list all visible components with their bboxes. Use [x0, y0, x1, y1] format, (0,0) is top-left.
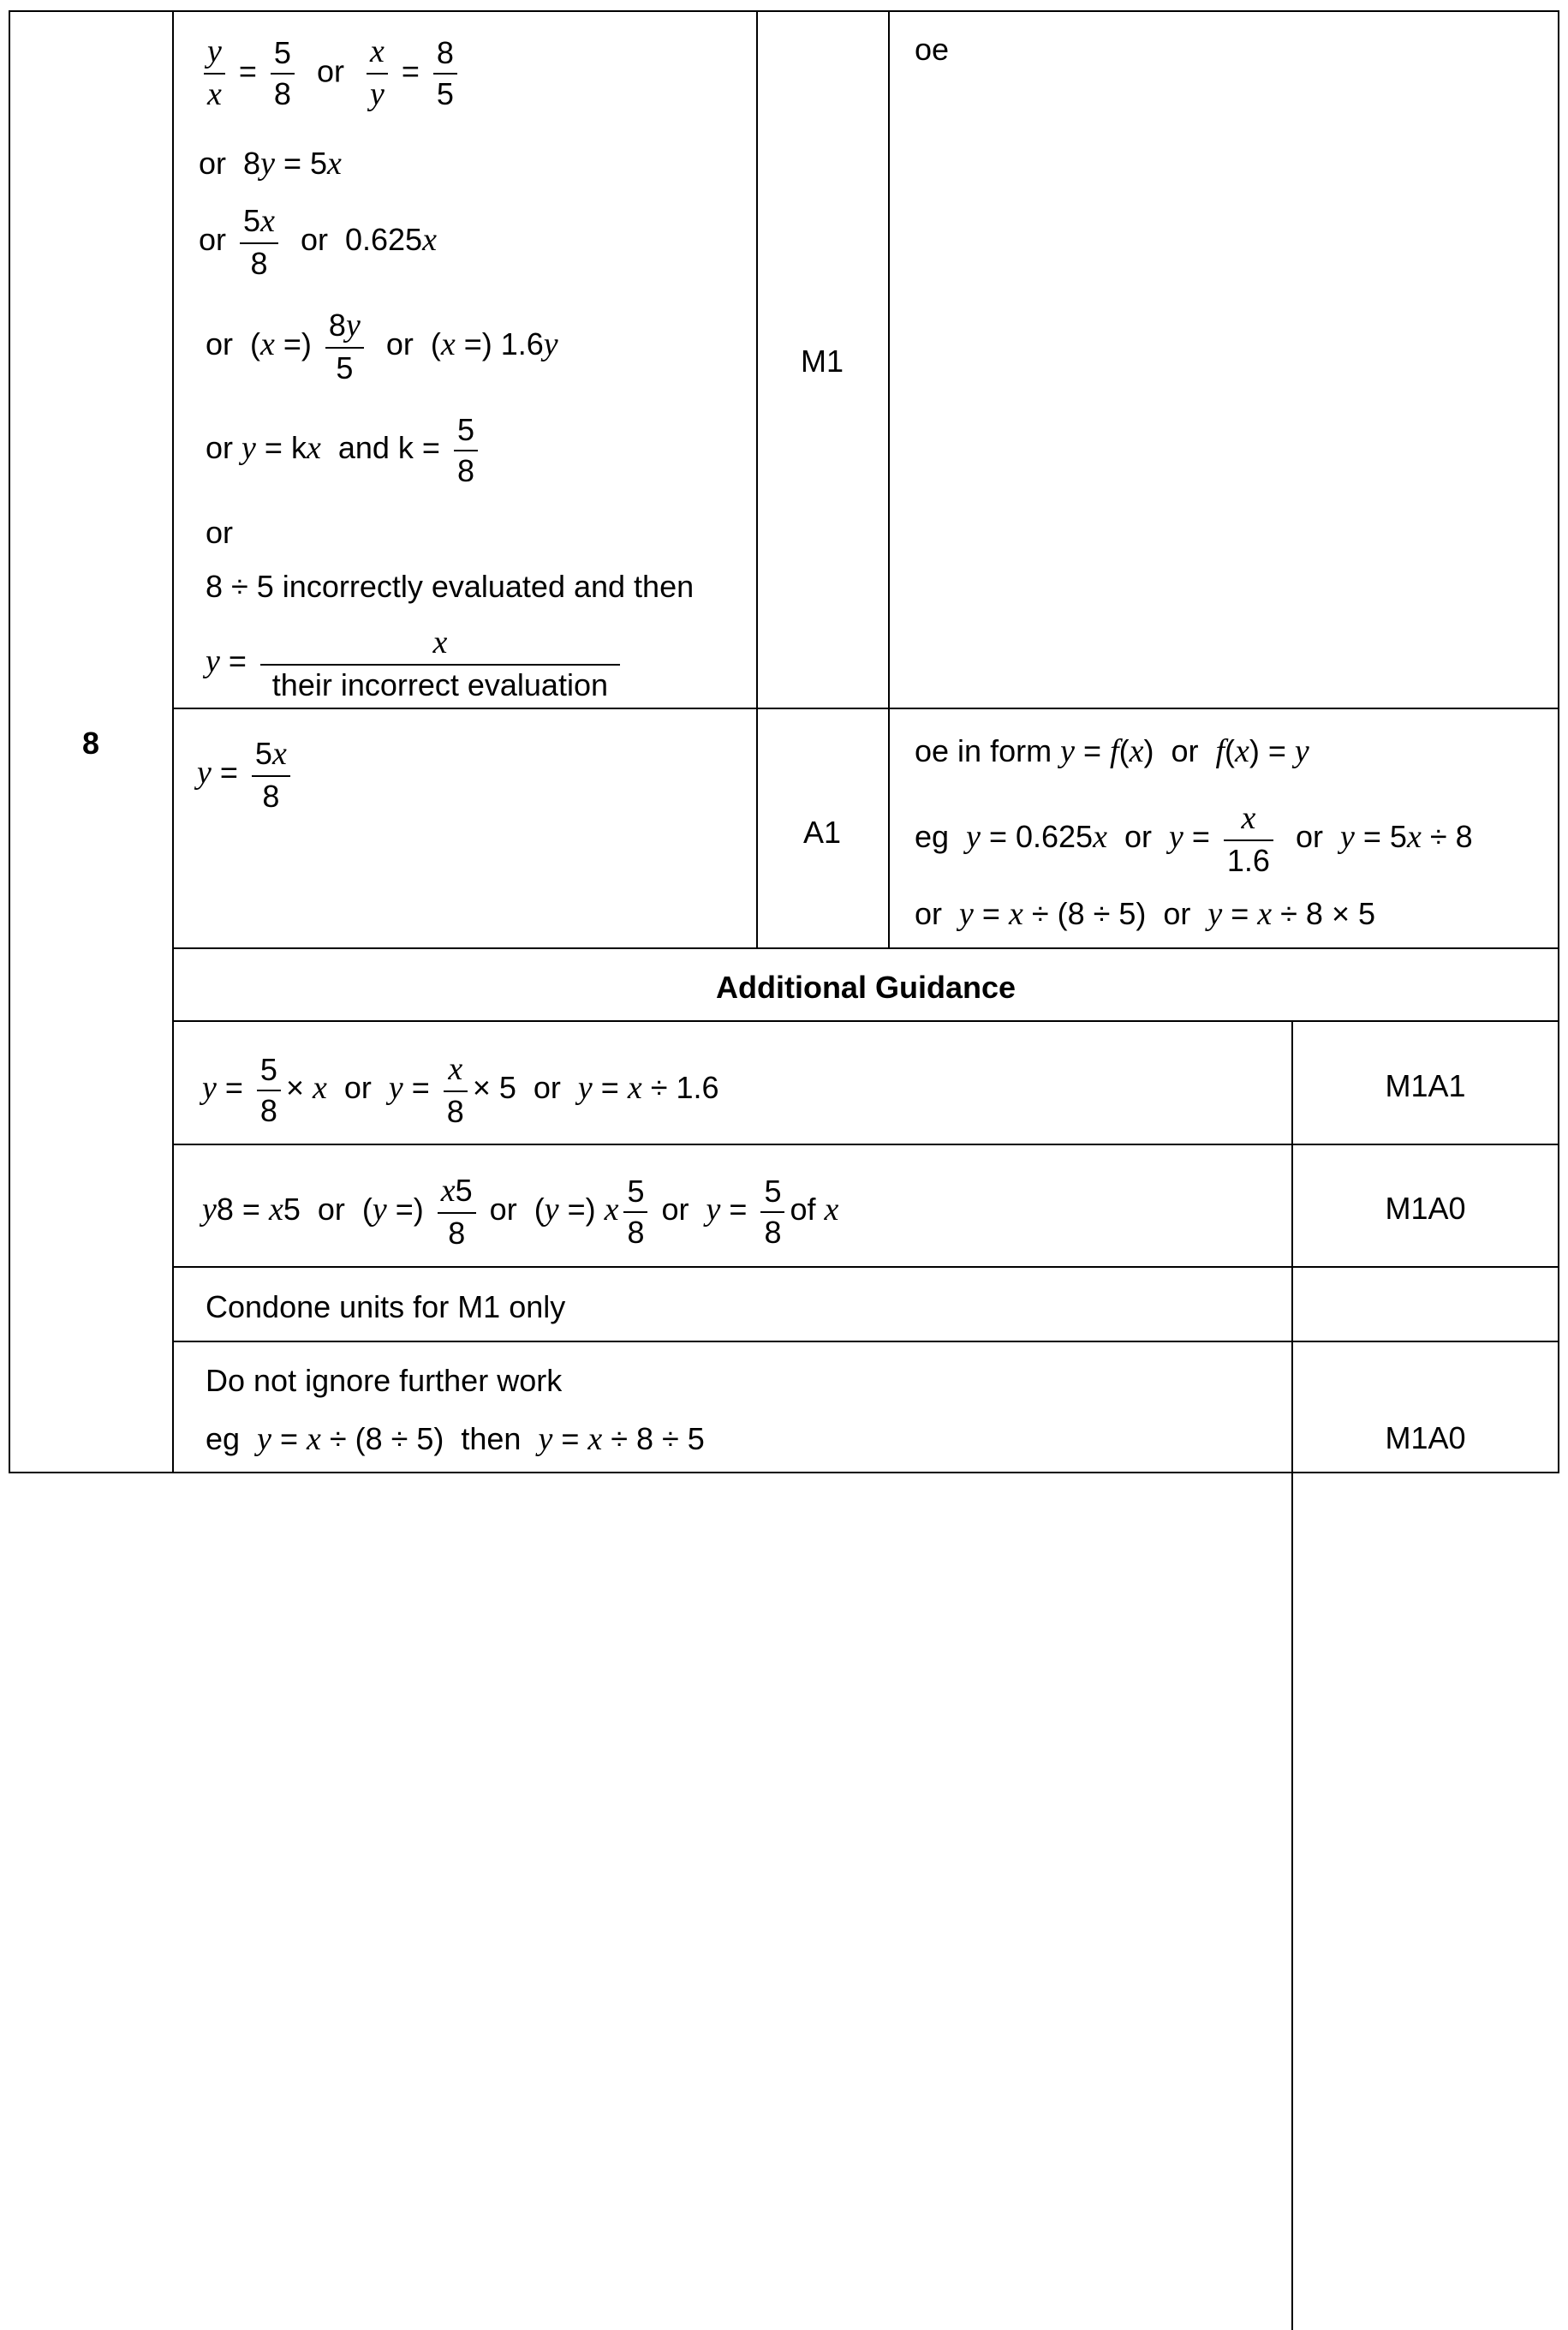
fraction-g2-5-over-8-a: $\frac{5}{8}$: [623, 1174, 647, 1249]
question-number: 8: [82, 726, 100, 761]
a1-comment-line-1: oe in form y = f(x) or f(x) = y: [915, 733, 1309, 769]
divider-guidance-row2: [172, 1266, 1559, 1268]
a1-comment-line-2: eg y = 0.625x or y = $\frac{x}{1.6}$ or y = 5x ÷ 8: [915, 800, 1473, 878]
divider-guidance-row1: [172, 1144, 1559, 1145]
divider-guidance-row3: [172, 1341, 1559, 1342]
m1-line-7: 8 ÷ 5 incorrectly evaluated and then: [206, 569, 695, 604]
guidance-row-1-text: y = $\frac{5}{8}$ × x or y = $\frac{x}{8}$ × 5 or y = x ÷ 1.6: [202, 1051, 719, 1129]
divider-m1-a1: [172, 708, 1559, 709]
guidance-row-1-mark: M1A1: [1385, 1068, 1466, 1103]
guidance-row-2-mark: M1A0: [1385, 1191, 1466, 1226]
fraction-5x-over-8: $\frac{5x}{8}$: [240, 204, 278, 280]
m1-line-4: or (x =) $\frac{8y}{5}$ or (x =) 1.6y: [206, 308, 558, 385]
a1-answer: y = $\frac{5x}{8}$: [197, 737, 295, 813]
fraction-8y-over-5: $\frac{8y}{5}$: [325, 308, 364, 385]
border-left: [9, 10, 10, 1473]
border-right: [1558, 10, 1559, 1473]
fraction-x-over-1-6: $\frac{x}{1.6}$: [1224, 801, 1273, 877]
fraction-g2-5-over-8-b: $\frac{5}{8}$: [760, 1174, 784, 1249]
a1-comment-line-3: or y = x ÷ (8 ÷ 5) or y = x ÷ 8 × 5: [915, 896, 1376, 932]
a1-mark: A1: [803, 815, 842, 850]
fraction-g1-x-over-8: $\frac{x}{8}$: [444, 1052, 468, 1128]
border-top: [9, 10, 1559, 12]
guidance-heading: Additional Guidance: [715, 970, 1016, 1005]
fraction-a1-5x-over-8: $\frac{5x}{8}$: [252, 737, 290, 813]
divider-a1-guidance: [172, 947, 1559, 949]
border-bottom: [9, 1472, 1559, 1473]
m1-comment: oe: [915, 32, 950, 67]
fraction-5-over-8: $\frac{5}{8}$: [271, 36, 295, 111]
m1-line-2: or 8y = 5x: [199, 146, 342, 182]
guidance-row-4-example: eg y = x ÷ (8 ÷ 5) then y = x ÷ 8 ÷ 5: [206, 1421, 705, 1457]
m1-line-8: y = $\frac{x}{\text{their incorrect evaluation}}$: [206, 625, 625, 702]
m1-line-6: or: [206, 515, 234, 550]
guidance-row-2-text: y8 = x5 or (y =) $\frac{x5}{8}$ or (y =) x $\frac{5}{8}$ or y = $\frac{5}{8}$ of x: [202, 1173, 839, 1251]
divider-mark-comment: [888, 10, 890, 949]
m1-mark: M1: [801, 344, 844, 379]
guidance-row-4-text: Do not ignore further work: [206, 1363, 563, 1398]
m1-line-5: or y = kx and k = $\frac{5}{8}$: [206, 413, 483, 487]
fraction-8-over-5: $\frac{8}{5}$: [433, 36, 457, 111]
divider-qnum: [172, 10, 174, 1473]
fraction-g1-5-over-8: $\frac{5}{8}$: [257, 1053, 281, 1127]
m1-line-3: or $\frac{5x}{8}$ or 0.625x: [199, 203, 437, 281]
guidance-row-4-mark: M1A0: [1385, 1420, 1466, 1455]
fraction-x-over-their-evaluation: $\frac{x}{\text{their incorrect evaluation}}$: [260, 625, 620, 702]
fraction-x-over-y: $\frac{x}{y}$: [367, 34, 388, 113]
fraction-k-5-over-8: $\frac{5}{8}$: [454, 413, 478, 487]
fraction-y-over-x: $\frac{y}{x}$: [204, 34, 225, 113]
m1-line-1: $\frac{y}{x}$ = $\frac{5}{8}$ or $\frac{x}{y}$ = $\frac{8}{5}$: [199, 34, 462, 113]
fraction-g2-x5-over-8: $\frac{x5}{8}$: [438, 1174, 476, 1250]
guidance-row-3-text: Condone units for M1 only: [206, 1289, 566, 1324]
divider-heading: [172, 1020, 1559, 1022]
divider-answer-mark: [756, 10, 758, 949]
